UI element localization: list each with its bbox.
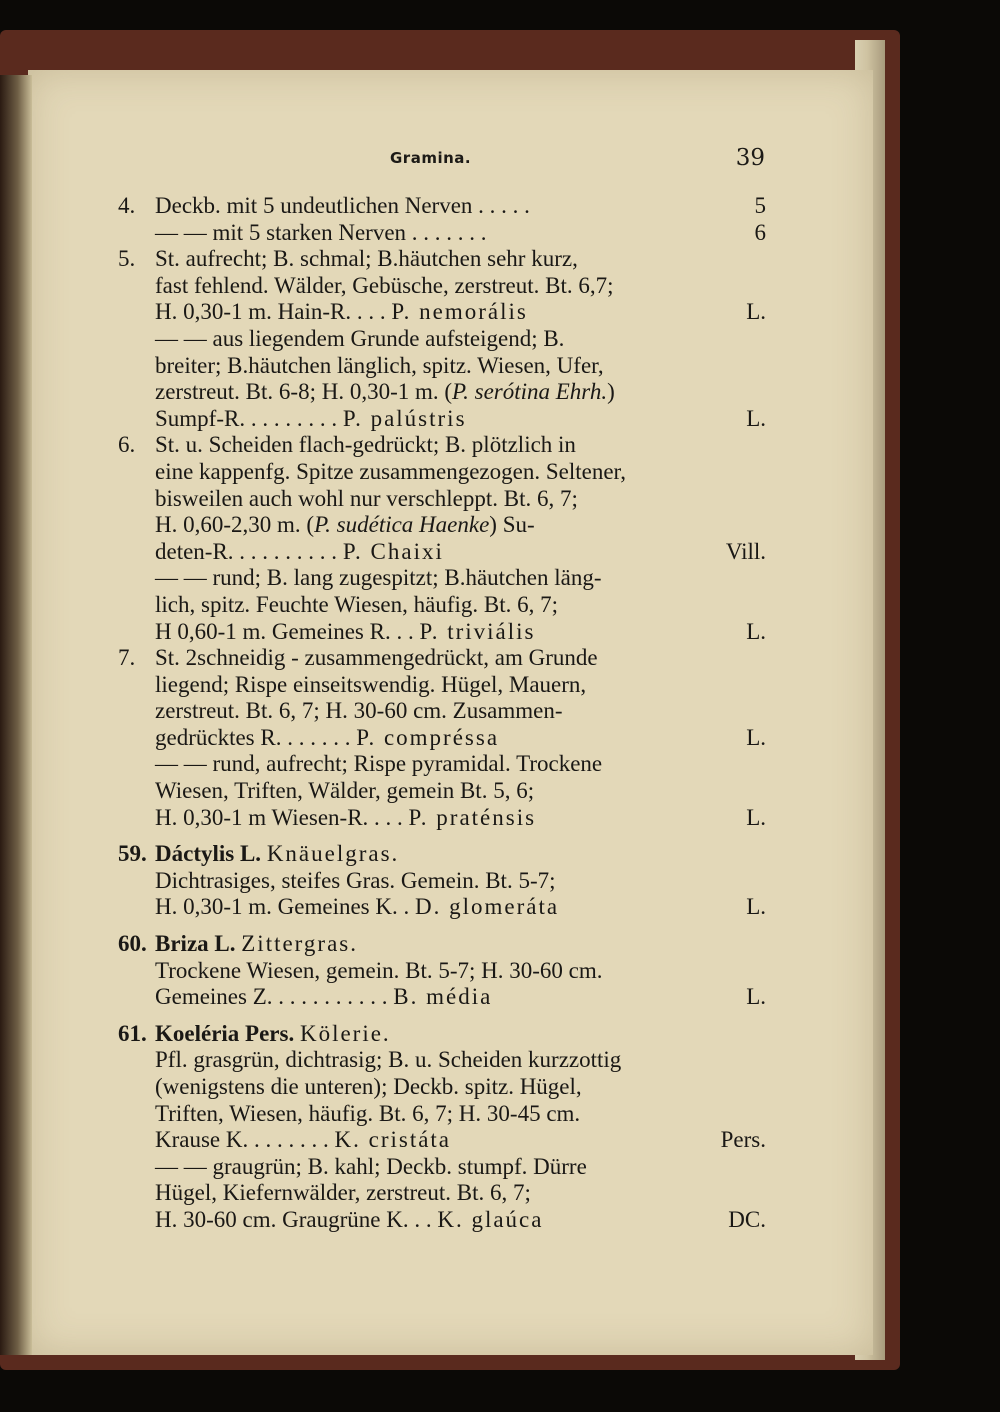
text-line: zerstreut. Bt. 6, 7; H. 30-60 cm. Zusammen- [155, 698, 563, 724]
text-line: H. 0,30-1 m. Hain-R. . . . P. nemorális L. [155, 299, 766, 325]
species-name: P. praténsis [408, 804, 537, 830]
page-header-title: Gramina. [390, 149, 472, 167]
key-number: 7. [118, 645, 136, 671]
text-line: zerstreut. Bt. 6-8; H. 0,30-1 m. (P. serótina Ehrh.) [155, 379, 615, 405]
genus-name: Dáctylis L. [155, 841, 262, 867]
text-line: liegend; Rispe einseitswendig. Hügel, Mauern, [155, 671, 587, 697]
genus-number: 60. [118, 931, 147, 957]
text-line: — — mit 5 starken Nerven . . . . . . . 6 [155, 219, 766, 245]
text-line: 5. St. aufrecht; B. schmal; B.häutchen sehr kurz, [118, 246, 578, 272]
text-line: lich, spitz. Feuchte Wiesen, häufig. Bt. 6, 7; [155, 591, 558, 617]
text-line: Dichtrasiges, steifes Gras. Gemein. Bt. 5-7; [155, 867, 556, 893]
running-head [120, 145, 765, 175]
text-line: 7. St. 2schneidig - zusammengedrückt, am Grunde [118, 645, 598, 671]
text-line: bisweilen auch wohl nur verschleppt. Bt. 6, 7; [155, 485, 578, 511]
text-line: H. 30-60 cm. Graugrüne K. . . K. glaúca DC. [155, 1206, 766, 1232]
text-line: H. 0,30-1 m Wiesen-R. . . . P. praténsis L. [155, 804, 766, 830]
page-body [118, 193, 766, 1234]
text-line: (wenigstens die unteren); Deckb. spitz. Hügel, [155, 1074, 582, 1099]
text-line: Pfl. grasgrün, dichtrasig; B. u. Scheiden kurzzottig [155, 1047, 622, 1073]
species-name: P. compréssa [356, 724, 500, 750]
text-line: — — rund, aufrecht; Rispe pyramidal. Trockene [155, 751, 603, 777]
text-line: fast fehlend. Wälder, Gebüsche, zerstreut. Bt. 6,7; [155, 272, 614, 298]
species-name: P. Chaixi [342, 538, 444, 564]
genus-common-name: Knäuelgras. [266, 841, 400, 867]
text-line: Krause K. . . . . . . . K. cristáta Pers. [155, 1127, 766, 1153]
text-line: deten-R. . . . . . . . . . P. Chaixi Vill. [155, 538, 766, 564]
text-line: 6. St. u. Scheiden flach-gedrückt; B. plötzlich in [118, 432, 576, 458]
text-line: 4. Deckb. mit 5 undeutlichen Nerven . . . . . 5 [118, 193, 766, 218]
text-line: gedrücktes R. . . . . . . P. compréssa L. [155, 724, 766, 750]
species-name: P. nemorális [391, 299, 528, 325]
text-line: Wiesen, Triften, Wälder, gemein Bt. 5, 6; [155, 778, 535, 804]
text-line: H 0,60-1 m. Gemeines R. . . P. triviális L. [155, 618, 766, 644]
genus-name: Koeléria Pers. [155, 1020, 295, 1046]
text-line: eine kappenfg. Spitze zusammengezogen. Seltener, [155, 458, 627, 484]
species-name: P. triviális [419, 618, 536, 644]
genus-common-name: Zittergras. [241, 931, 358, 957]
text-line: — — rund; B. lang zugespitzt; B.häutchen läng- [155, 565, 602, 591]
species-name: P. palústris [342, 405, 467, 431]
text-line: Hügel, Kiefernwälder, zerstreut. Bt. 6, 7; [155, 1180, 531, 1206]
text-line: Gemeines Z. . . . . . . . . . . B. média L. [155, 984, 766, 1010]
text-line: — — graugrün; B. kahl; Deckb. stumpf. Dürre [155, 1153, 587, 1179]
species-name: B. média [393, 984, 493, 1010]
genus-number: 61. [118, 1020, 147, 1046]
text-line: Triften, Wiesen, häufig. Bt. 6, 7; H. 30-45 cm. [155, 1100, 581, 1126]
species-name: D. glomeráta [415, 894, 560, 920]
genus-heading [118, 841, 766, 868]
text-line: Trockene Wiesen, gemein. Bt. 5-7; H. 30-60 cm. [155, 957, 603, 983]
page-number: 39 [735, 145, 765, 171]
text-line: Sumpf-R. . . . . . . . . P. palústris L. [155, 405, 766, 431]
species-name: K. glaúca [437, 1206, 544, 1232]
text-line: H. 0,60-2,30 m. (P. sudética Haenke) Su- [155, 512, 535, 538]
text-line: H. 0,30-1 m. Gemeines K. . D. glomeráta L. [155, 894, 766, 920]
genus-number: 59. [118, 841, 147, 867]
species-name: K. cristáta [334, 1127, 452, 1153]
text-line: — — aus liegendem Grunde aufsteigend; B. [155, 325, 565, 351]
key-number: 4. [118, 193, 136, 218]
text-line: breiter; B.häutchen länglich, spitz. Wiesen, Ufer, [155, 352, 604, 378]
genus-heading [118, 931, 766, 958]
genus-heading [118, 1021, 766, 1048]
genus-name: Briza L. [155, 931, 236, 957]
book-spine [0, 75, 32, 1355]
genus-common-name: Kölerie. [299, 1020, 391, 1046]
key-number: 6. [118, 432, 136, 458]
key-number: 5. [118, 246, 136, 272]
